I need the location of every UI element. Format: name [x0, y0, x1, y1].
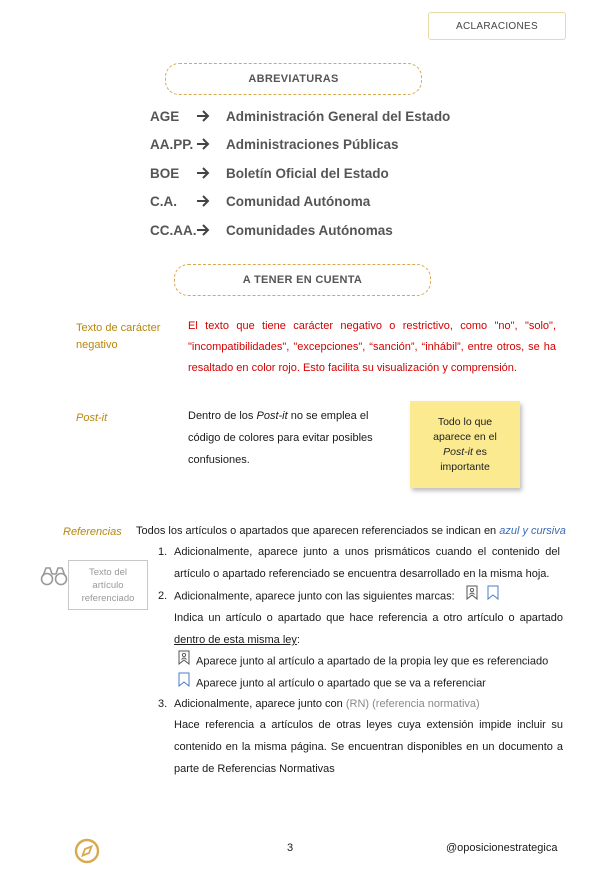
abbreviation-code: AGE [150, 108, 180, 124]
mark-legend-text: Aparece junto al artículo o apartado que se va a referenciar [196, 677, 486, 690]
reference-item-2 [158, 585, 563, 608]
abbreviation-meaning: Boletín Oficial del Estado [226, 165, 389, 181]
abbreviation-row [150, 106, 450, 126]
abbreviation-meaning: Comunidades Autónomas [226, 222, 393, 238]
postit-text-after: no se emplea el código de colores para evitar posibles confusiones. [188, 410, 373, 466]
notes-header [174, 264, 431, 296]
reference-item-2-desc-underlined: dentro de esta misma ley [174, 634, 297, 646]
abbreviation-row [150, 220, 393, 240]
abbreviation-row [150, 134, 399, 154]
bookmark-icon [487, 585, 499, 608]
reference-item-3-description: Hace referencia a artículos de otras leyes cuya extensión impide incluir su contenido en la misma página. Se encuentran disponibles en un documento a parte de Referencias Normativas [174, 719, 563, 775]
abbreviation-row [150, 191, 370, 211]
references-intro [136, 520, 576, 542]
bookmark-icon [178, 672, 190, 695]
abbreviation-code: AA.PP. [150, 136, 194, 152]
postit-note-before: Todo lo que aparece en el [433, 415, 497, 443]
abbreviation-code: CC.AA. [150, 222, 197, 238]
postit-text-before: Dentro de los [188, 410, 257, 422]
mark-legend-text: Aparece junto al artículo a apartado de la propia ley que es referenciado [196, 655, 549, 668]
arrow-right-icon [196, 224, 226, 236]
compass-logo-icon [74, 838, 100, 869]
reference-item-text: Adicionalmente, aparece junto a unos prismáticos cuando el contenido del artículo o apartado referenciado se encuentra desarrollado en la misma hoja. [174, 546, 560, 580]
arrow-right-icon [196, 110, 226, 122]
arrow-right-icon [196, 195, 226, 207]
reference-item-number: 1. [158, 546, 168, 558]
abbreviation-meaning: Comunidad Autónoma [226, 193, 371, 209]
references-intro-highlight: azul y cursiva [499, 525, 566, 537]
arrow-right-icon [196, 167, 226, 179]
abbreviations-header [165, 63, 422, 95]
footer-handle: @oposicionestrategica [446, 842, 558, 854]
references-label: Referencias [63, 526, 122, 538]
mark-legend-row [178, 650, 548, 673]
reference-item-3 [158, 693, 563, 715]
abbreviations-title: ABREVIATURAS [248, 73, 339, 85]
negative-text: El texto que tiene carácter negativo o restrictivo, como "no", "solo", "incompatibilidades", "excepciones", “sanción”, “inhábil”, entre otros, se ha resaltado en color rojo. Esto facilita su visualización y comprensión. [188, 320, 556, 374]
abbreviation-row [150, 163, 389, 183]
reference-item-text: Adicionalmente, aparece junto con las siguientes marcas: [174, 590, 455, 603]
reference-item-text: Adicionalmente, aparece junto con [174, 698, 346, 710]
postit-note-italic: Post-it [443, 445, 473, 458]
references-intro-text: Todos los artículos o apartados que aparecen referenciados se indican en [136, 525, 500, 537]
reference-item-number: 2. [158, 590, 168, 603]
mark-legend-row [178, 672, 486, 695]
arrow-right-icon [196, 138, 226, 150]
abbreviation-meaning: Administraciones Públicas [226, 136, 399, 152]
postit-label: Post-it [76, 412, 108, 424]
referenced-text-box-label: Texto del artículo referenciado [81, 566, 135, 604]
postit-description [188, 405, 388, 471]
postit-note [410, 401, 520, 488]
reference-item-number: 3. [158, 698, 168, 710]
reference-item-2-desc-text: Indica un artículo o apartado que hace referencia a otro artículo o apartado [174, 612, 563, 624]
page-number: 3 [287, 842, 294, 854]
abbreviation-code: BOE [150, 165, 180, 181]
reference-item-2-desc-colon: : [296, 634, 300, 646]
bookmark-person-icon [178, 650, 190, 673]
abbreviation-code: C.A. [150, 193, 177, 209]
bookmark-person-icon [466, 585, 478, 608]
section-tab-label: ACLARACIONES [456, 20, 538, 32]
binoculars-icon [40, 565, 68, 592]
negative-label: Texto de carácter negativo [76, 322, 161, 351]
reference-item-grey: (RN) (referencia normativa) [345, 698, 480, 710]
reference-item-1 [158, 541, 563, 585]
reference-item-2-description [174, 607, 563, 651]
section-tab [428, 12, 566, 40]
postit-text-italic: Post-it [256, 410, 288, 422]
abbreviation-meaning: Administración General del Estado [226, 108, 451, 124]
referenced-text-box [68, 560, 148, 610]
postit-note-after: es importante [440, 445, 490, 473]
notes-title: A TENER EN CUENTA [242, 274, 363, 286]
